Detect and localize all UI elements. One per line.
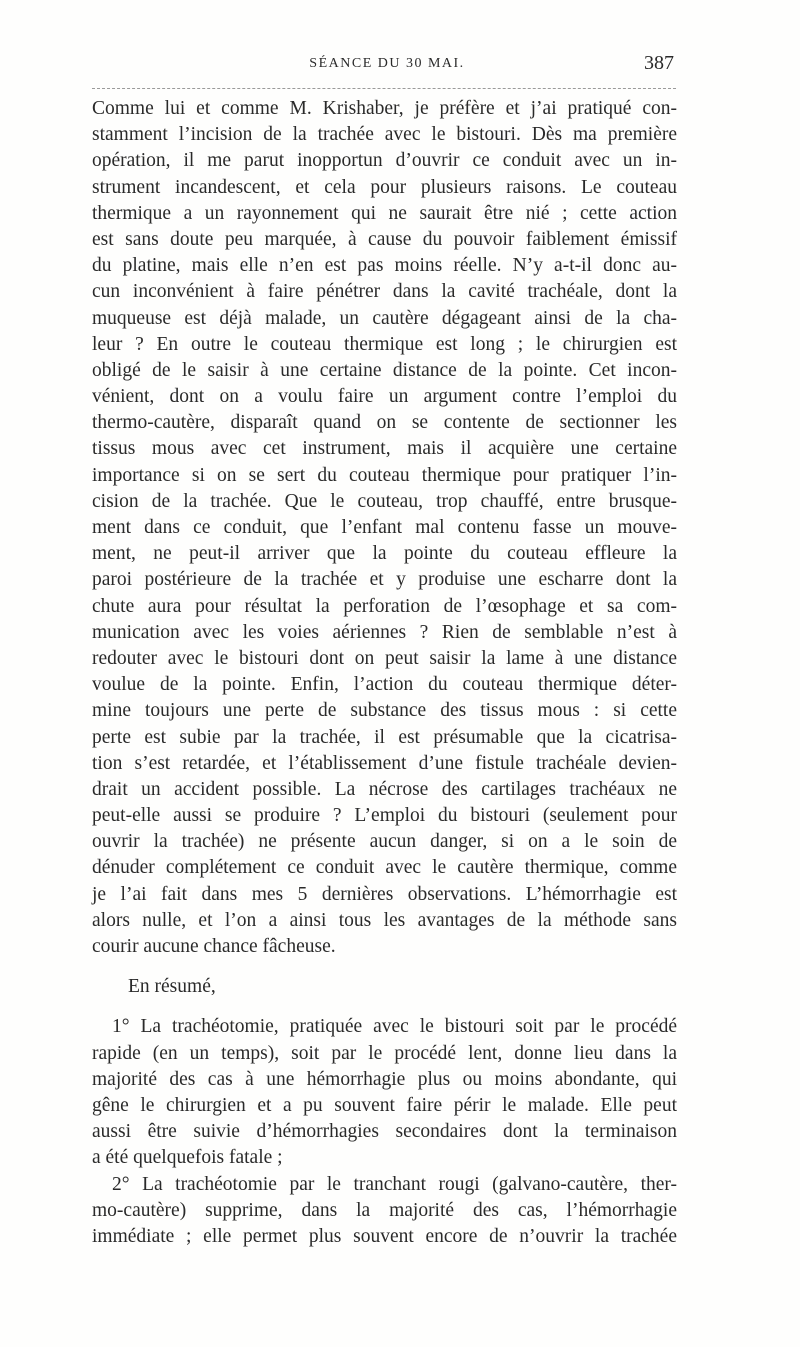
section-opening: En résumé,: [128, 976, 216, 998]
text-line: du platine, mais elle n’en est pas moins réelle. N’y a-t-il donc au-: [92, 255, 677, 277]
paragraph-1: [92, 96, 677, 960]
text-line: paroi postérieure de la trachée et y produise une escharre dont la: [92, 569, 677, 591]
text-line: 2° La trachéotomie par le tranchant rougi (galvano-cautère, ther-: [112, 1173, 677, 1195]
text-line: ment dans ce conduit, que l’enfant mal contenu fasse un mouve-: [92, 517, 677, 538]
text-line: tion s’est retardée, et l’établissement d’une fistule trachéale devien-: [92, 752, 677, 774]
text-line: leur ? En outre le couteau thermique est long ; le chirurgien est: [92, 333, 677, 355]
page-number: 387: [644, 52, 674, 74]
text-line: 1° La trachéotomie, pratiquée avec le bistouri soit par le procédé: [112, 1016, 677, 1038]
text-line: tissus mous avec cet instrument, mais il acquière une certaine: [92, 438, 677, 460]
text-line: opération, il me parut inopportun d’ouvrir ce conduit avec un in-: [92, 150, 677, 172]
text-line: obligé de le saisir à une certaine distance de la pointe. Cet incon-: [92, 359, 677, 381]
running-title: SÉANCE DU 30 MAI.: [309, 56, 465, 71]
text-line: alors nulle, et l’on a ainsi tous les avantages de la méthode sans: [92, 909, 677, 931]
text-line: peut-elle aussi se produire ? L’emploi du bistouri (seulement pour: [92, 805, 677, 827]
text-line: thermique a un rayonnement qui ne saurait être nié ; cette action: [92, 202, 677, 224]
text-line: redouter avec le bistouri dont on peut saisir la lame à une distance: [92, 647, 677, 669]
text-line: drait un accident possible. La nécrose des cartilages trachéaux ne: [92, 778, 677, 800]
text-line: munication avec les voies aériennes ? Rien de semblable n’est à: [92, 621, 677, 643]
text-line: voulue de la pointe. Enfin, l’action du couteau thermique déter-: [92, 674, 677, 696]
text-line: aussi être suivie d’hémorrhagies secondaires dont la terminaison: [92, 1121, 677, 1143]
text-line: stamment l’incision de la trachée avec le bistouri. Dès ma première: [92, 124, 677, 146]
text-line: importance si on se sert du couteau thermique pour pratiquer l’in-: [92, 464, 677, 486]
text-line: ment, ne peut-il arriver que la pointe du couteau effleure la: [92, 543, 677, 565]
header-rule: [92, 88, 676, 89]
text-line: ouvrir la trachée) ne présente aucun danger, si on a le soin de: [92, 831, 677, 853]
text-line: mine toujours une perte de substance des tissus mous : si cette: [92, 700, 677, 722]
text-line: rapide (en un temps), soit par le procédé lent, donne lieu dans la: [92, 1042, 677, 1064]
text-line: cision de la trachée. Que le couteau, trop chauffé, entre brusque-: [92, 490, 677, 512]
text-line: vénient, dont on a voulu faire un argument contre l’emploi du: [92, 386, 677, 408]
text-line: perte est subie par la trachée, il est présumable que la cicatrisa-: [92, 726, 677, 748]
text-line: thermo-cautère, disparaît quand on se contente de sectionner les: [92, 412, 677, 434]
paragraph-gap: [92, 960, 677, 974]
paragraph-gap: [92, 1000, 677, 1014]
text-line: immédiate ; elle permet plus souvent encore de n’ouvrir la trachée: [92, 1225, 677, 1247]
text-line: je l’ai fait dans mes 5 dernières observations. L’hémorrhagie est: [92, 883, 677, 905]
conclusion-item-1: [92, 1014, 677, 1171]
text-line: mo-cautère) supprime, dans la majorité des cas, l’hémorrhagie: [92, 1199, 677, 1221]
text-line: strument incandescent, et cela pour plusieurs raisons. Le couteau: [92, 176, 677, 198]
text-line: muqueuse est déjà malade, un cautère dégageant ainsi de la cha-: [92, 307, 677, 329]
text-line: Comme lui et comme M. Krishaber, je préfère et j’ai pratiqué con-: [92, 98, 677, 119]
text-line: courir aucune chance fâcheuse.: [92, 936, 336, 957]
text-line: gêne le chirurgien et a pu souvent faire périr le malade. Elle peut: [92, 1094, 677, 1116]
running-header: [92, 52, 682, 78]
text-line: dénuder complétement ce conduit avec le cautère thermique, comme: [92, 857, 677, 879]
text-line: est sans doute peu marquée, à cause du pouvoir faiblement émissif: [92, 228, 677, 250]
body-text: [92, 96, 677, 1250]
text-line: chute aura pour résultat la perforation de l’œsophage et sa com-: [92, 595, 677, 617]
conclusion-item-2: [92, 1172, 677, 1251]
text-line: majorité des cas à une hémorrhagie plus ou moins abondante, qui: [92, 1068, 677, 1090]
text-line: cun inconvénient à faire pénétrer dans la cavité trachéale, dont la: [92, 281, 677, 303]
text-line: a été quelquefois fatale ;: [92, 1147, 283, 1169]
